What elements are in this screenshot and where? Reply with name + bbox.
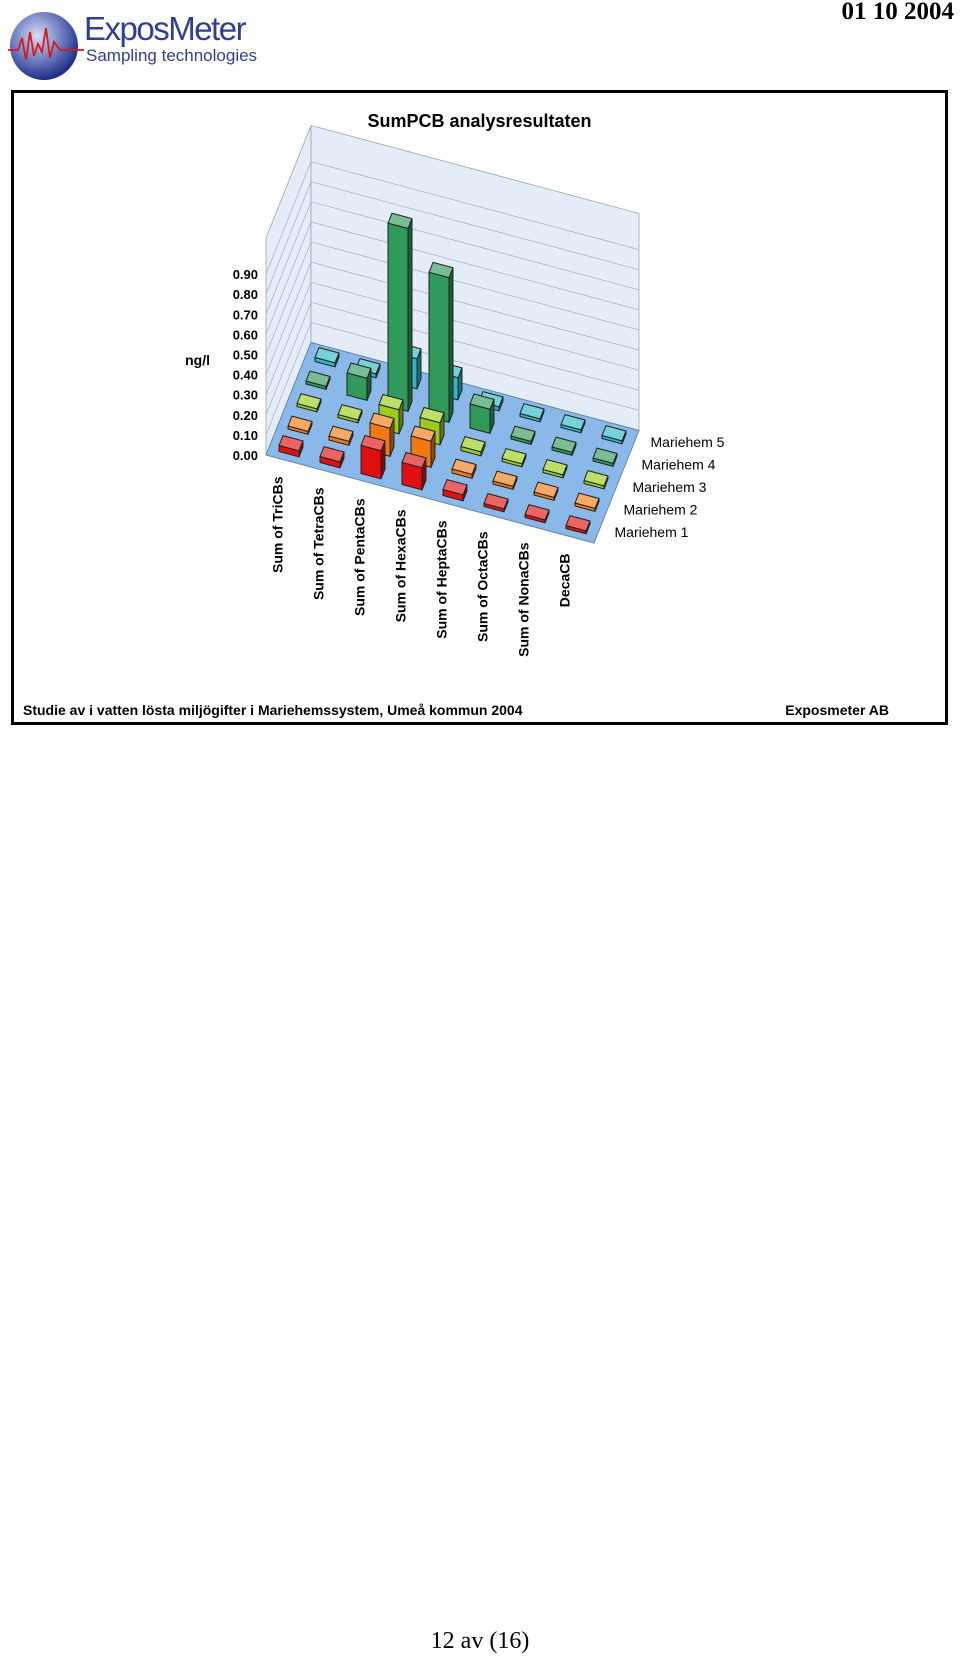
bar <box>429 262 453 422</box>
y-axis-label: ng/l <box>185 352 210 368</box>
page-number: 12 av (16) <box>430 1628 530 1654</box>
bar <box>388 213 412 411</box>
chart-3d-bars <box>14 93 945 722</box>
footer-company: Exposmeter AB <box>785 702 889 718</box>
document-date: 01 10 2004 <box>841 0 954 25</box>
logo-subtitle: Sampling technologies <box>86 46 258 65</box>
y-tick-label: 0.70 <box>232 307 258 323</box>
bar-side-face <box>408 219 412 412</box>
series-label: Mariehem 5 <box>650 433 725 450</box>
chart-frame <box>11 90 948 725</box>
series-label: Mariehem 4 <box>641 456 716 473</box>
series-label: Mariehem 2 <box>623 501 698 518</box>
x-tick-label: Sum of TriCBs <box>269 476 286 573</box>
x-tick-label: Sum of HeptaCBs <box>433 520 450 639</box>
bar-side-face <box>449 268 453 423</box>
chart-plot-area <box>185 125 725 656</box>
bar <box>361 435 385 478</box>
bar <box>470 394 494 433</box>
logo-brand-text: ExposMeter <box>84 10 246 47</box>
x-tick-label: Sum of NonaCBs <box>515 542 532 657</box>
bar <box>402 453 426 490</box>
x-tick-label: Sum of PentaCBs <box>351 498 368 616</box>
x-tick-label: Sum of OctaCBs <box>474 531 491 642</box>
bar-front-face <box>388 223 408 411</box>
bar <box>347 363 371 400</box>
y-tick-label: 0.40 <box>232 367 258 383</box>
chart-title: SumPCB analysresultaten <box>367 111 592 131</box>
x-tick-label: Sum of HexaCBs <box>392 509 409 623</box>
y-tick-label: 0.20 <box>232 407 258 423</box>
y-tick-label: 0.90 <box>232 267 258 283</box>
logo-globe-icon <box>8 8 84 84</box>
y-tick-label: 0.10 <box>232 427 258 443</box>
series-label: Mariehem 3 <box>632 478 707 495</box>
y-tick-label: 0.60 <box>232 327 258 343</box>
x-tick-label: Sum of TetraCBs <box>310 487 327 601</box>
exposmeter-logo <box>8 8 258 84</box>
y-tick-label: 0.80 <box>232 287 258 303</box>
y-tick-label: 0.00 <box>232 448 258 463</box>
footer-study-note: Studie av i vatten lösta miljögifter i Mariehemssystem, Umeå kommun 2004 <box>23 702 523 718</box>
bar-front-face <box>429 272 449 422</box>
series-label: Mariehem 1 <box>614 523 689 540</box>
x-tick-label: DecaCB <box>556 553 573 608</box>
y-tick-label: 0.50 <box>232 347 258 363</box>
y-tick-label: 0.30 <box>232 387 258 403</box>
